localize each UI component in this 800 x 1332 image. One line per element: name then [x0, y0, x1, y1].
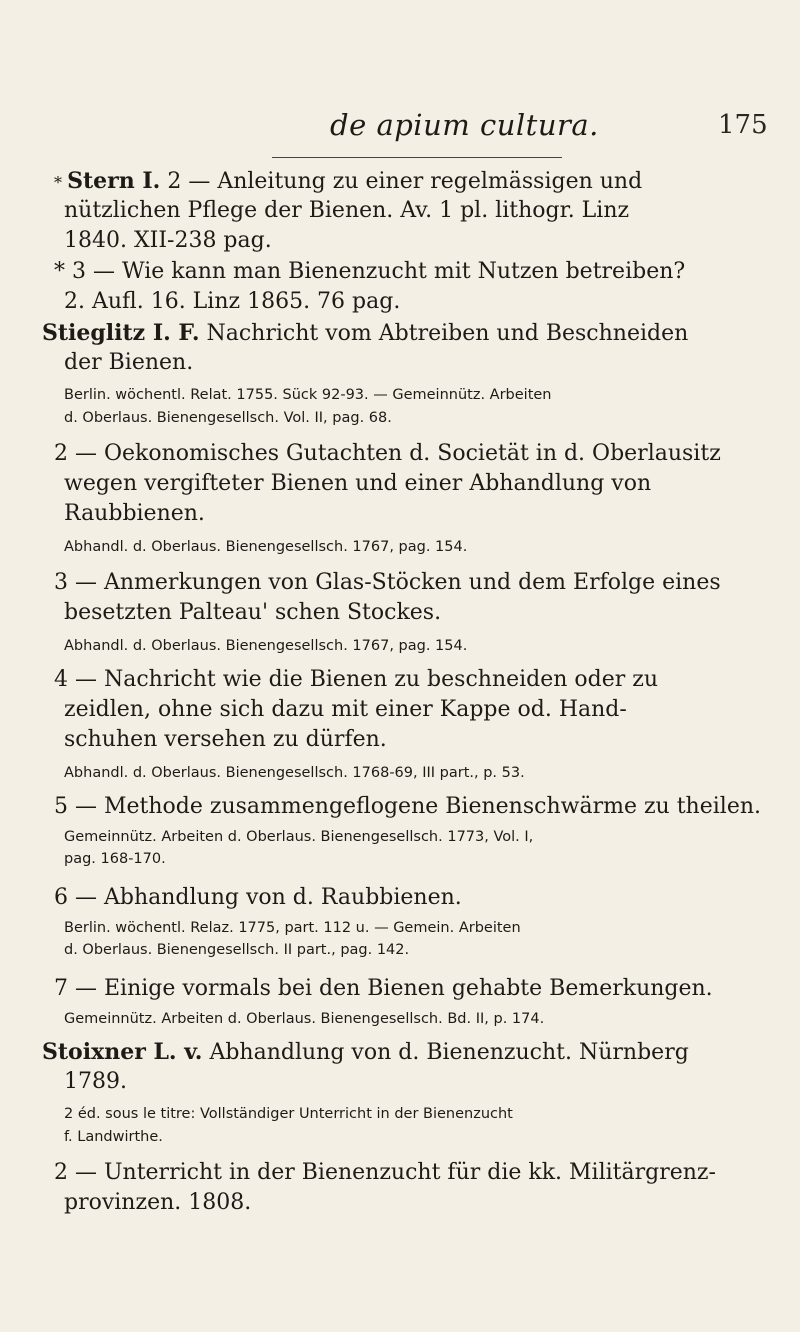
- entry-title-line: 2. Aufl. 16. Linz 1865. 76 pag.: [64, 289, 401, 314]
- entry-title-line: 1840. XII-238 pag.: [64, 228, 272, 253]
- entry-title-line: * Stern I. 2 — Anleitung zu einer regelmässigen und: [54, 168, 643, 194]
- entry-title-line: * 3 — Wie kann man Bienenzucht mit Nutzen betreiben?: [54, 259, 686, 284]
- page-header: [0, 108, 800, 148]
- entry-title-line: Stoixner L. v. Abhandlung von d. Bienenzucht. Nürnberg: [42, 1039, 689, 1065]
- entry-title-line: 7 — Einige vormals bei den Bienen gehabte Bemerkungen.: [54, 976, 713, 1001]
- entry-title-line: provinzen. 1808.: [64, 1190, 252, 1215]
- entry-title-line: zeidlen, ohne sich dazu mit einer Kappe od. Hand-: [64, 697, 627, 722]
- entry-title-line: 5 — Methode zusammengeflogene Bienenschwärme zu theilen.: [54, 794, 761, 819]
- entry-note-line: f. Landwirthe.: [64, 1129, 163, 1145]
- header-rule: [272, 157, 562, 158]
- entry-title-line: 2 — Unterricht in der Bienenzucht für die kk. Militärgrenz-: [54, 1160, 716, 1185]
- entry-title-line: besetzten Palteau' schen Stockes.: [64, 600, 442, 625]
- entry-note-line: Abhandl. d. Oberlaus. Bienengesellsch. 1767, pag. 154.: [64, 638, 468, 654]
- entry-title-line: der Bienen.: [64, 350, 194, 375]
- entry-note-line: Gemeinnütz. Arbeiten d. Oberlaus. Bienengesellsch. 1773, Vol. I,: [64, 829, 534, 845]
- entry-note-line: Berlin. wöchentl. Relat. 1755. Sück 92-93. — Gemeinnütz. Arbeiten: [64, 387, 552, 403]
- entry-note-line: Gemeinnütz. Arbeiten d. Oberlaus. Bienengesellsch. Bd. II, p. 174.: [64, 1011, 545, 1027]
- entry-title-line: 3 — Anmerkungen von Glas-Stöcken und dem Erfolge eines: [54, 570, 721, 595]
- entry-title-line: 1789.: [64, 1069, 127, 1094]
- entry-title-line: schuhen versehen zu dürfen.: [64, 727, 387, 752]
- entry-title-line: 2 — Oekonomisches Gutachten d. Societät in d. Oberlausitz: [54, 441, 721, 466]
- entry-note-line: d. Oberlaus. Bienengesellsch. II part., pag. 142.: [64, 942, 410, 958]
- entry-note-line: Abhandl. d. Oberlaus. Bienengesellsch. 1767, pag. 154.: [64, 539, 468, 555]
- running-title: de apium cultura.: [330, 108, 599, 142]
- entry-title-line: Stieglitz I. F. Nachricht vom Abtreiben und Beschneiden: [42, 320, 689, 346]
- entry-note-line: d. Oberlaus. Bienengesellsch. Vol. II, pag. 68.: [64, 410, 392, 426]
- entry-title-line: wegen vergifteter Bienen und einer Abhandlung von: [64, 471, 652, 496]
- entry-title-line: 4 — Nachricht wie die Bienen zu beschneiden oder zu: [54, 667, 659, 692]
- entry-title-line: nützlichen Pflege der Bienen. Av. 1 pl. lithogr. Linz: [64, 198, 630, 223]
- entry-note-line: Abhandl. d. Oberlaus. Bienengesellsch. 1768-69, III part., p. 53.: [64, 765, 525, 781]
- entry-title-line: 6 — Abhandlung von d. Raubbienen.: [54, 885, 462, 910]
- entry-note-line: pag. 168-170.: [64, 851, 166, 867]
- entry-title-line: Raubbienen.: [64, 501, 205, 526]
- entry-note-line: 2 éd. sous le titre: Vollständiger Unterricht in der Bienenzucht: [64, 1106, 513, 1122]
- entry-note-line: Berlin. wöchentl. Relaz. 1775, part. 112 u. — Gemein. Arbeiten: [64, 920, 521, 936]
- page-number: 175: [718, 110, 768, 140]
